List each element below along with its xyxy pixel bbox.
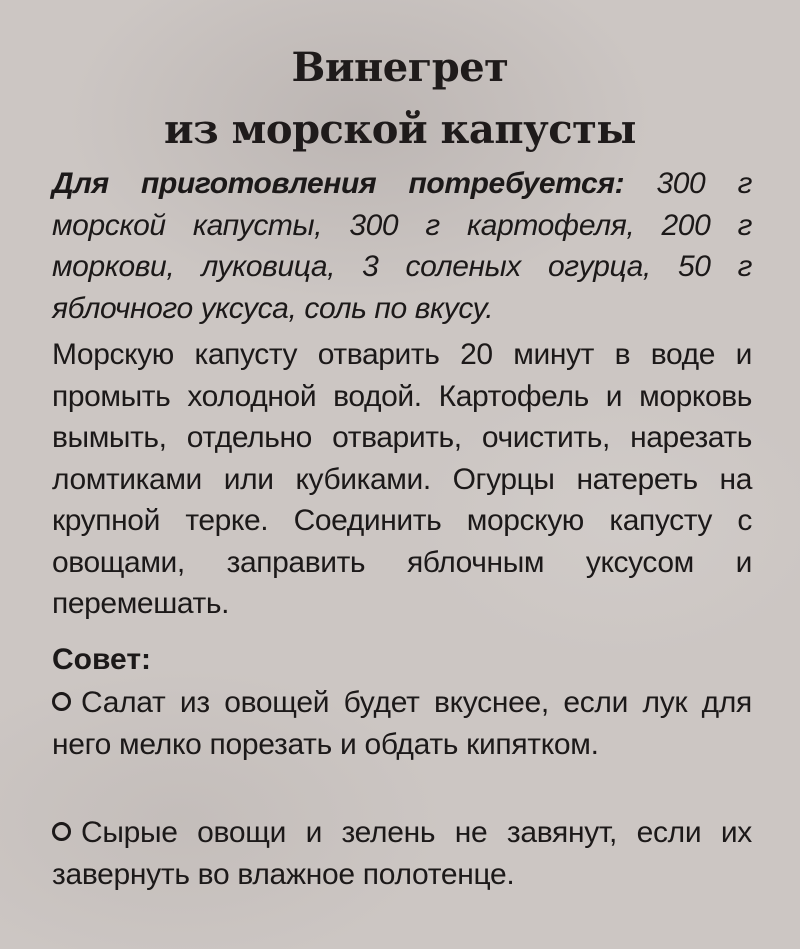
tip-text: Салат из овощей будет вкуснее, если лук для него мелко порезать и обдать кипятком. [52, 686, 752, 761]
recipe-title-line2: из морской капусты [164, 106, 636, 153]
tip-heading: Совет: [52, 643, 152, 676]
ingredients-paragraph [52, 163, 752, 329]
circle-bullet-icon [52, 692, 71, 711]
tip-text: Сырые овощи и зелень не завянут, если их завернуть во влажное полотенце. [52, 816, 752, 891]
recipe-title-line1: Винегрет [291, 44, 509, 91]
tip-item [52, 682, 752, 765]
ingredients-lead: Для приготовления потребуется: [52, 167, 625, 200]
method-paragraph: Морскую капусту отварить 20 минут в воде и промыть холодной водой. Картофель и морковь вымыть, отдельно отварить, очистить, нарезать ломтиками или кубиками. Огурцы натереть на крупной терке. Соединить морскую капусту с овощами, заправить яблочным уксусом и перемешать. [52, 338, 752, 620]
circle-bullet-icon [52, 822, 71, 841]
tip-item [52, 812, 752, 895]
ingredients-list: 300 г морской капусты, 300 г картофеля, 200 г моркови, луковица, 3 соленых огурца, 50 г яблочного уксуса, соль по вкусу. [52, 167, 752, 325]
